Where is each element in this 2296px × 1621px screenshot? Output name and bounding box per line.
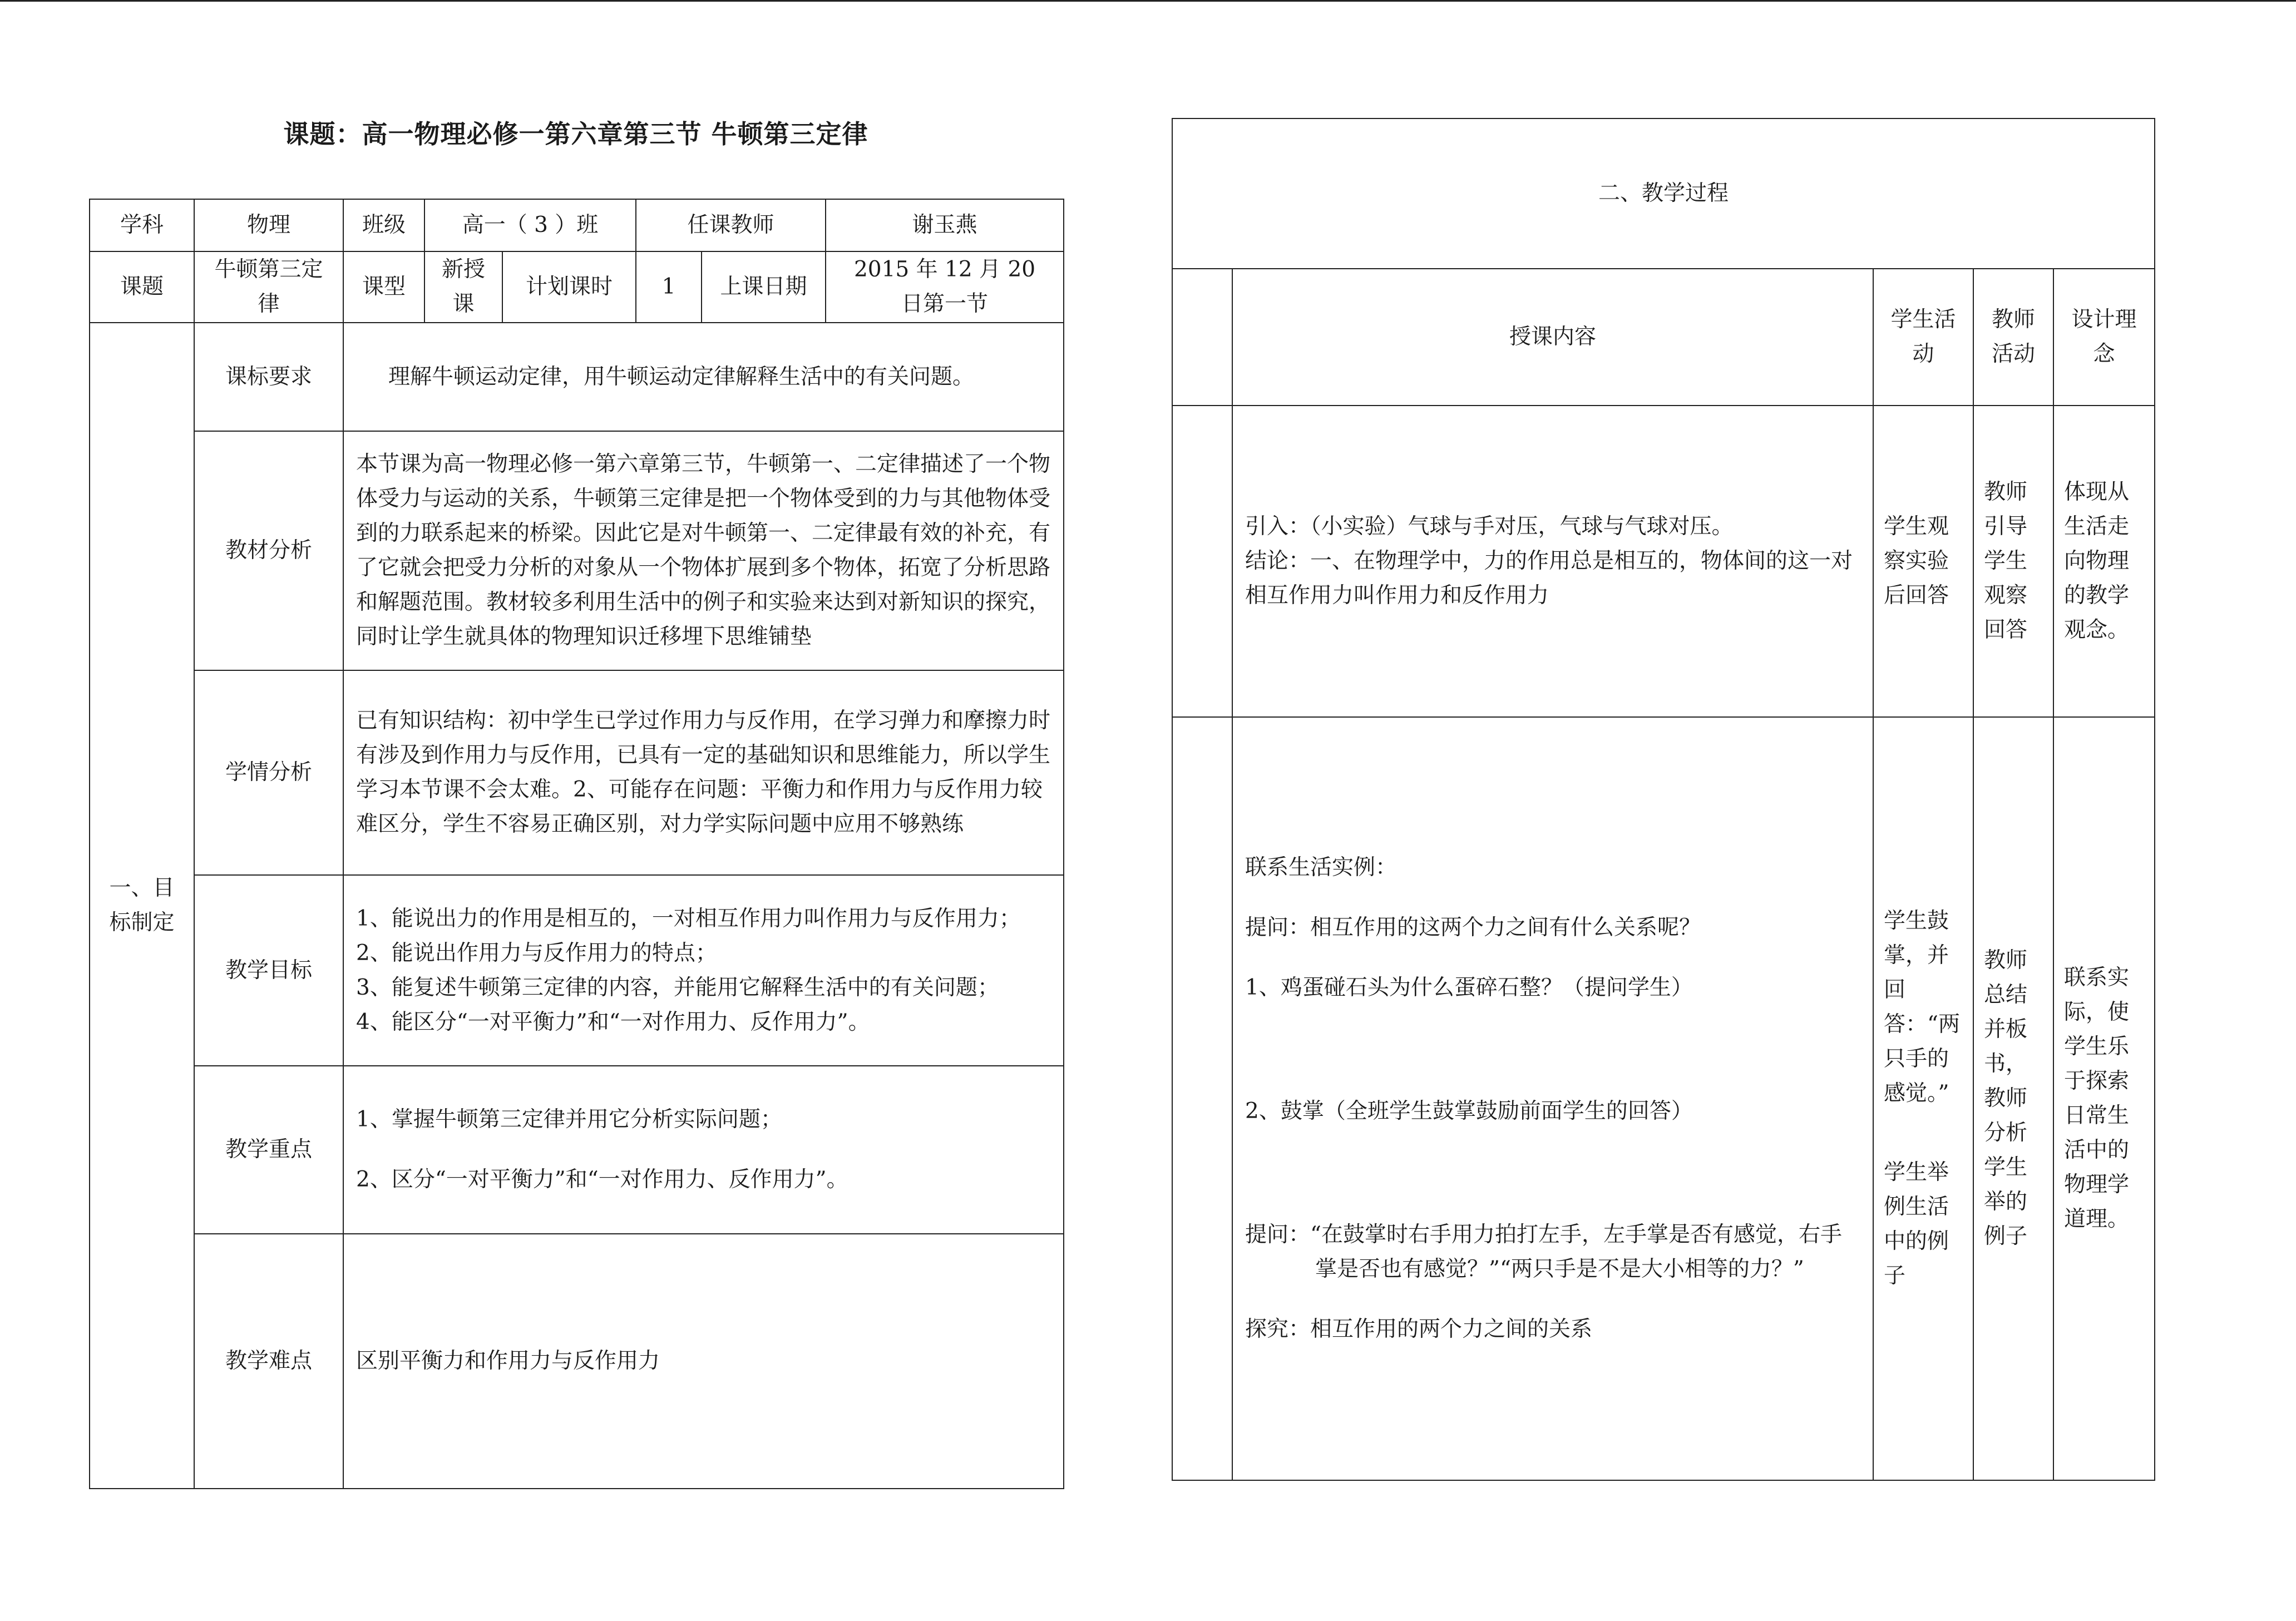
row-label: 课标要求 [194,323,343,431]
blank-cell [1172,269,1232,406]
topic-value: 牛顿第三定律 [194,251,343,323]
design-concept: 体现从生活走向物理的教学观念。 [2053,406,2155,717]
teacher-activity: 教师总结并板书，教师分析学生举的例子 [1973,717,2053,1480]
date-label: 上课日期 [702,251,826,323]
class-value: 高一（ 3 ）班 [424,199,636,251]
header-content: 授课内容 [1232,269,1873,406]
design-concept: 联系实际，使学生乐于探索日常生活中的物理学道理。 [2053,717,2155,1480]
student-activity: 学生观察实验后回答 [1873,406,1973,717]
teaching-process-table [1172,118,2155,1481]
textbook-analysis: 本节课为高一物理必修一第六章第三节，牛顿第一、二定律描述了一个物体受力与运动的关系，牛顿第三定律是把一个物体受到的力与其他物体受到的力联系起来的桥梁。因此它是对牛顿第一、二定律最有效的补充，有了它就会把受力分析的对象从一个物体扩展到多个物体，拓宽了分析思路和解题范围。教材较多利用生活中的例子和实验来达到对新知识的探究，同时让学生就具体的物理知识迁移埋下思维铺垫 [343,431,1064,670]
teacher-activity: 教师引导学生观察回答 [1973,406,2053,717]
subject-label: 学科 [90,199,194,251]
teaching-goals-list [343,875,1064,1066]
list-item: 2、能说出作用力与反作用力的特点； [356,940,717,966]
content-line: 1、鸡蛋碰石头为什么蛋碎石整？（提问学生） [1245,975,1693,1000]
key-points [343,1066,1064,1234]
student-analysis: 已有知识结构：初中学生已学过作用力与反作用，在学习弹力和摩擦力时有涉及到作用力与反作用，已具有一定的基础知识和思维能力，所以学生学习本节课不会太难。2、可能存在问题：平衡力和作用力与反作用力较难区分，学生不容易正确区别，对力学实际问题中应用不够熟练 [343,670,1064,875]
lesson-plan-table [89,199,1064,1489]
row-label: 教学难点 [194,1234,343,1489]
blank-cell [1172,717,1232,1480]
intro-line: 引入：（小实验）气球与手对压，气球与气球对压。 [1245,514,1734,539]
hours-value: 1 [636,251,702,323]
row-label: 学情分析 [194,670,343,875]
row-label: 教学目标 [194,875,343,1066]
content-line: 联系生活实例： [1245,855,1398,880]
topic-label: 课题 [90,251,194,323]
section2-title: 二、教学过程 [1172,118,2155,269]
list-item: 4、能区分“一对平衡力”和“一对作用力、反作用力”。 [356,1009,870,1035]
standard-requirement: 理解牛顿运动定律，用牛顿运动定律解释生活中的有关问题。 [343,323,1064,431]
life-examples-content [1232,717,1873,1480]
intro-content [1232,406,1873,717]
subject-value: 物理 [194,199,343,251]
difficult-points: 区别平衡力和作用力与反作用力 [343,1234,1064,1489]
content-line: 提问：“在鼓掌时右手用力拍打左手，左手掌是否有感觉，右手掌是否也有感觉？”“两只手是不是大小相等的力？” [1245,1222,1842,1282]
list-item: 1、掌握牛顿第三定律并用它分析实际问题； [356,1107,782,1132]
content-line: 提问：相互作用的这两个力之间有什么关系呢？ [1245,915,1701,940]
student-activity-2: 学生举例生活中的例子 [1884,1160,1949,1288]
content-line: 探究：相互作用的两个力之间的关系 [1245,1317,1593,1342]
teacher-label: 任课教师 [636,199,826,251]
row-label: 教学重点 [194,1066,343,1234]
section1-label: 一、目标制定 [90,323,194,1489]
blank-cell [1172,406,1232,717]
top-border-line [0,0,2296,2]
list-item: 3、能复述牛顿第三定律的内容，并能用它解释生活中的有关问题； [356,975,999,1000]
page-title: 课题：高一物理必修一第六章第三节 牛顿第三定律 [283,119,868,149]
list-item: 1、能说出力的作用是相互的，一对相互作用力叫作用力与反作用力； [356,906,1021,931]
content-line: 2、鼓掌（全班学生鼓掌鼓励前面学生的回答） [1245,1099,1693,1124]
header-design: 设计理念 [2053,269,2155,406]
student-activity [1873,717,1973,1480]
row-label: 教材分析 [194,431,343,670]
type-value: 新授课 [424,251,502,323]
class-label: 班级 [343,199,424,251]
teacher-value: 谢玉燕 [826,199,1064,251]
header-teacher: 教师活动 [1973,269,2053,406]
list-item: 2、区分“一对平衡力”和“一对作用力、反作用力”。 [356,1167,848,1192]
header-student: 学生活动 [1873,269,1973,406]
student-activity-1: 学生鼓掌，并回答：“两只手的感觉。” [1884,908,1960,1106]
hours-label: 计划课时 [502,251,636,323]
type-label: 课型 [343,251,424,323]
date-value: 2015 年 12 月 20 日第一节 [826,251,1064,323]
conclusion-line: 结论：一、在物理学中，力的作用总是相互的，物体间的这一对相互作用力叫作用力和反作用力 [1245,548,1853,608]
